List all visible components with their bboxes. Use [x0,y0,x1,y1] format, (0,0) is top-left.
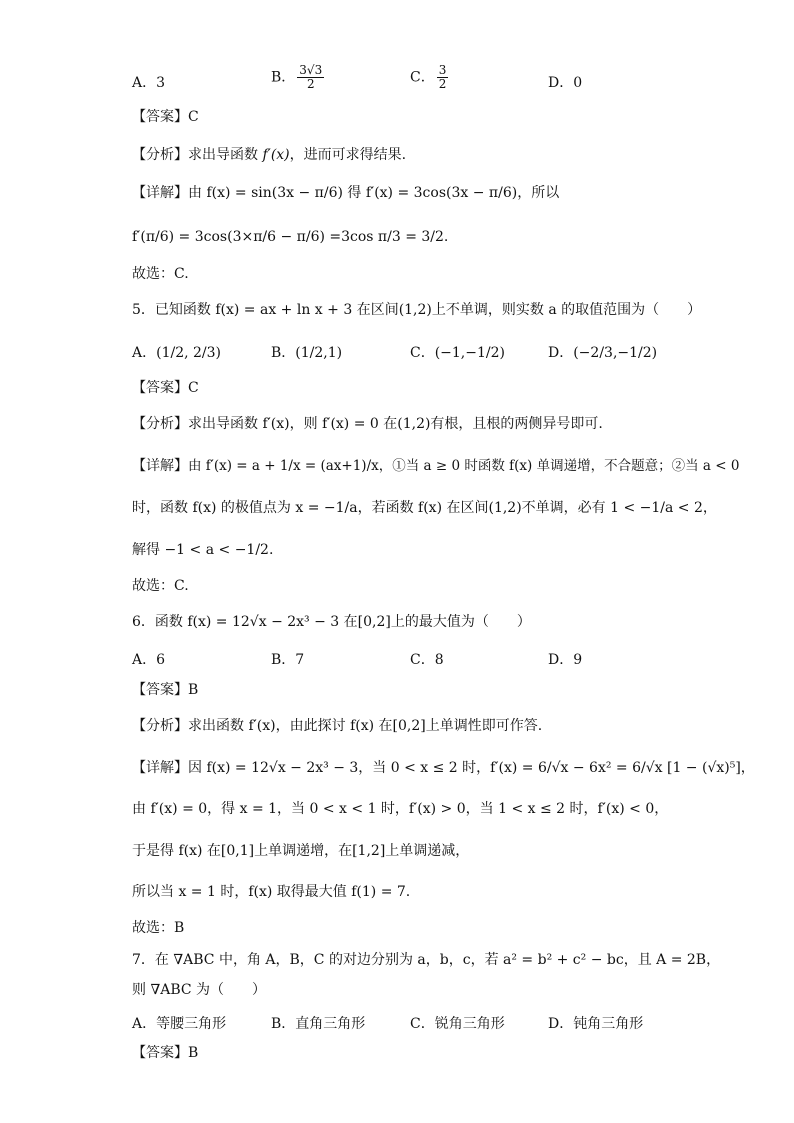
q6-detail-line-1: 【详解】因 f(x) = 12√x − 2x³ − 3，当 0 < x ≤ 2 时，f′(x) = 6/√x − 6x² = 6/√x [1 − (√x)⁵]， [132,760,755,776]
q5-option-a: A．(1/2, 2/3) [132,345,221,361]
q7-option-d: D．钝角三角形 [548,1016,644,1032]
q6-option-b: B．7 [271,652,305,668]
q5-conclusion: 故选：C. [132,578,189,594]
q6-option-a: A．6 [132,652,166,668]
q4-answer: 【答案】C [132,109,199,125]
q6-option-d: D．9 [548,652,583,668]
q4-analysis: 【分析】求出导函数 f′(x)，进而可求得结果. [132,147,407,163]
q5-detail-line-1: 【详解】由 f′(x) = a + 1/x = (ax+1)/x，①当 a ≥ 0 时函数 f(x) 单调递增，不合题意；②当 a < 0 [132,458,740,474]
q4-option-d: D．0 [548,75,583,91]
q5-answer: 【答案】C [132,380,199,396]
q7-stem-line-1: 7．在 ∇ABC 中，角 A，B，C 的对边分别为 a，b，c，若 a² = b² + c² − bc，且 A = 2B， [132,952,721,968]
q5-option-b: B．(1/2,1) [271,345,343,361]
q4-detail-line-2: f′(π/6) = 3cos(3×π/6 − π/6) =3cos π/3 = 3/2. [132,229,449,245]
q4-detail-line-1: 【详解】由 f(x) = sin(3x − π/6) 得 f′(x) = 3cos(3x − π/6)，所以 [132,185,560,201]
q4-option-b [271,64,326,91]
q4-option-c-fraction: $\frac{3}{2}$ [438,63,447,91]
q7-option-c: C．锐角三角形 [410,1016,505,1032]
q7-option-b: B．直角三角形 [271,1016,366,1032]
q6-answer: 【答案】B [132,682,199,698]
q6-stem: 6．函数 f(x) = 12√x − 2x³ − 3 在[0,2]上的最大值为（ ） [132,614,531,630]
q6-conclusion: 故选：B [132,920,185,936]
q5-detail-line-2: 时，函数 f(x) 的极值点为 x = −1/a，若函数 f(x) 在区间(1,2)不单调，必有 1 < −1/a < 2， [132,500,717,516]
q4-option-c [410,64,450,91]
q7-stem-line-2: 则 ∇ABC 为（ ） [132,982,267,998]
q4-conclusion: 故选：C. [132,266,189,282]
q4-option-b-fraction: $\frac{3√3}{2}$ [299,63,323,91]
q4-option-c-label: C． [410,69,435,86]
q5-option-c: C．(−1,−1/2) [410,345,505,361]
q5-analysis: 【分析】求出导函数 f′(x)，则 f′(x) = 0 在(1,2)有根，且根的两侧异号即可. [132,416,603,432]
q4-option-b-label: B． [271,69,296,86]
q5-detail-line-3: 解得 −1 < a < −1/2. [132,542,274,558]
q6-detail-line-2: 由 f′(x) = 0，得 x = 1，当 0 < x < 1 时，f′(x) > 0，当 1 < x ≤ 2 时，f′(x) < 0， [132,801,669,817]
q7-answer: 【答案】B [132,1045,199,1061]
q6-analysis: 【分析】求出函数 f′(x)，由此探讨 f(x) 在[0,2]上单调性即可作答. [132,718,543,734]
q7-option-a: A．等腰三角形 [132,1016,227,1032]
q5-option-d: D．(−2/3,−1/2) [548,345,658,361]
q6-detail-line-3: 于是得 f(x) 在[0,1]上单调递增，在[1,2]上单调递减， [132,843,470,859]
q6-option-c: C．8 [410,652,444,668]
q5-stem: 5．已知函数 f(x) = ax + ln x + 3 在区间(1,2)上不单调，则实数 a 的取值范围为（ ） [132,302,702,318]
q6-detail-line-4: 所以当 x = 1 时，f(x) 取得最大值 f(1) = 7. [132,884,411,900]
q4-option-a: A．3 [132,75,166,91]
